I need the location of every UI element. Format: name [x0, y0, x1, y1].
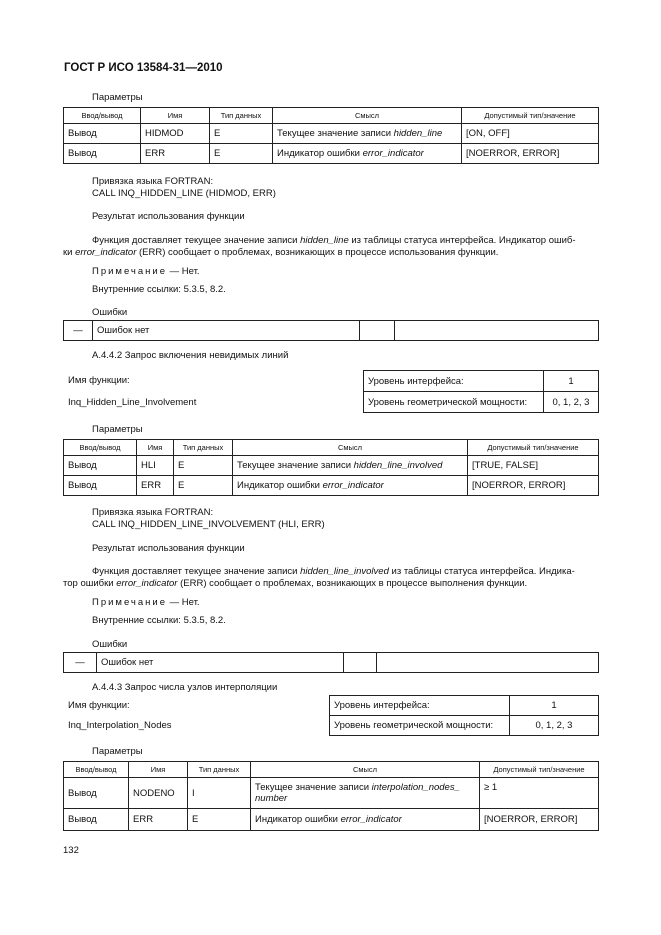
params-table-2: Ввод/вывод Имя Тип данных Смысл Допустимый тип/значение Вывод HLI E Текущее значение записи hidden_line_involved [TRUE, FALSE] Вывод ERR E Индикатор ошибки error_indicator [NOERROR, ERROR] — [63, 439, 599, 496]
cell-type: E — [210, 144, 273, 164]
cell-meaning: Текущее значение записи hidden_line — [273, 124, 462, 144]
table-row — [64, 144, 599, 164]
cell-io: Вывод — [64, 144, 141, 164]
result-label: Результат использования функции — [92, 211, 245, 222]
table-row: Вывод HLI E Текущее значение записи hidden_line_involved [TRUE, FALSE] — [64, 456, 599, 476]
table-row: Вывод ERR E Индикатор ошибки error_indicator [NOERROR, ERROR] — [64, 809, 599, 831]
cell-value: [ON, OFF] — [462, 124, 599, 144]
errors-table-2: — Ошибок нет — [63, 652, 599, 673]
table-row: Вывод ERR E Индикатор ошибки error_indicator [NOERROR, ERROR] — [64, 476, 599, 496]
col-value: Допустимый тип/значение — [462, 108, 599, 124]
col-type: Тип данных — [210, 108, 273, 124]
paragraph-line: ки error_indicator (ERR) сообщает о проблемах, возникающих в процессе использования функции. — [63, 247, 499, 258]
table-row: Вывод NODENO I Текущее значение записи interpolation_nodes_ number ≥ 1 — [64, 778, 599, 809]
fortran-call: CALL INQ_HIDDEN_LINE (HIDMOD, ERR) — [92, 188, 276, 199]
paragraph-line: Функция доставляет текущее значение записи hidden_line_involved из таблицы статуса интерфейса. Индика- — [92, 566, 575, 577]
level-table-2: Уровень интерфейса: 1 Уровень геометрической мощности: 0, 1, 2, 3 — [363, 370, 599, 413]
errors-label: Ошибки — [92, 639, 128, 650]
fortran-label: Привязка языка FORTRAN: — [92, 176, 214, 187]
params-table-1 — [63, 107, 599, 164]
result-label: Результат использования функции — [92, 543, 245, 554]
section-title: А.4.4.2 Запрос включения невидимых линий — [92, 350, 289, 361]
cell-io: Вывод — [64, 124, 141, 144]
note: Примечание — Нет. — [92, 597, 200, 608]
func-name: Inq_Hidden_Line_Involvement — [68, 397, 197, 408]
level-table-3: Уровень интерфейса: 1 Уровень геометрической мощности: 0, 1, 2, 3 — [329, 695, 599, 736]
cell-meaning: Индикатор ошибки error_indicator — [273, 144, 462, 164]
cell-type: E — [210, 124, 273, 144]
internal-refs: Внутренние ссылки: 5.3.5, 8.2. — [92, 284, 226, 295]
col-name: Имя — [141, 108, 210, 124]
note: Примечание — Нет. — [92, 266, 200, 277]
cell-name: ERR — [141, 144, 210, 164]
col-meaning: Смысл — [273, 108, 462, 124]
page-number: 132 — [63, 845, 79, 856]
params-label: Параметры — [92, 746, 143, 757]
col-io: Ввод/вывод — [64, 108, 141, 124]
section-title: А.4.4.3 Запрос числа узлов интерполяции — [92, 682, 278, 693]
cell-name: HIDMOD — [141, 124, 210, 144]
fortran-label: Привязка языка FORTRAN: — [92, 507, 214, 518]
params-label: Параметры — [92, 424, 143, 435]
fortran-call: CALL INQ_HIDDEN_LINE_INVOLVEMENT (HLI, ERR) — [92, 519, 325, 530]
func-name-label: Имя функции: — [68, 700, 130, 711]
paragraph-line: тор ошибки error_indicator (ERR) сообщает о проблемах, возникающих в процессе выполнения функции. — [63, 578, 528, 589]
paragraph-line: Функция доставляет текущее значение записи hidden_line из таблицы статуса интерфейса. Индикатор ошиб- — [92, 235, 576, 246]
func-name: Inq_Interpolation_Nodes — [68, 720, 172, 731]
params-table-3: Ввод/вывод Имя Тип данных Смысл Допустимый тип/значение Вывод NODENO I Текущее значение записи interpolation_nodes_ number ≥ 1 Вывод ERR E Индикатор ошибки error_indicator [NOERROR, ERROR] — [63, 761, 599, 831]
func-name-label: Имя функции: — [68, 375, 130, 386]
internal-refs: Внутренние ссылки: 5.3.5, 8.2. — [92, 615, 226, 626]
errors-table-1: — Ошибок нет — [63, 320, 599, 341]
cell-value: [NOERROR, ERROR] — [462, 144, 599, 164]
table-row — [64, 124, 599, 144]
errors-label: Ошибки — [92, 307, 128, 318]
params-label: Параметры — [92, 92, 143, 103]
page-header: ГОСТ Р ИСО 13584-31—2010 — [64, 62, 223, 74]
